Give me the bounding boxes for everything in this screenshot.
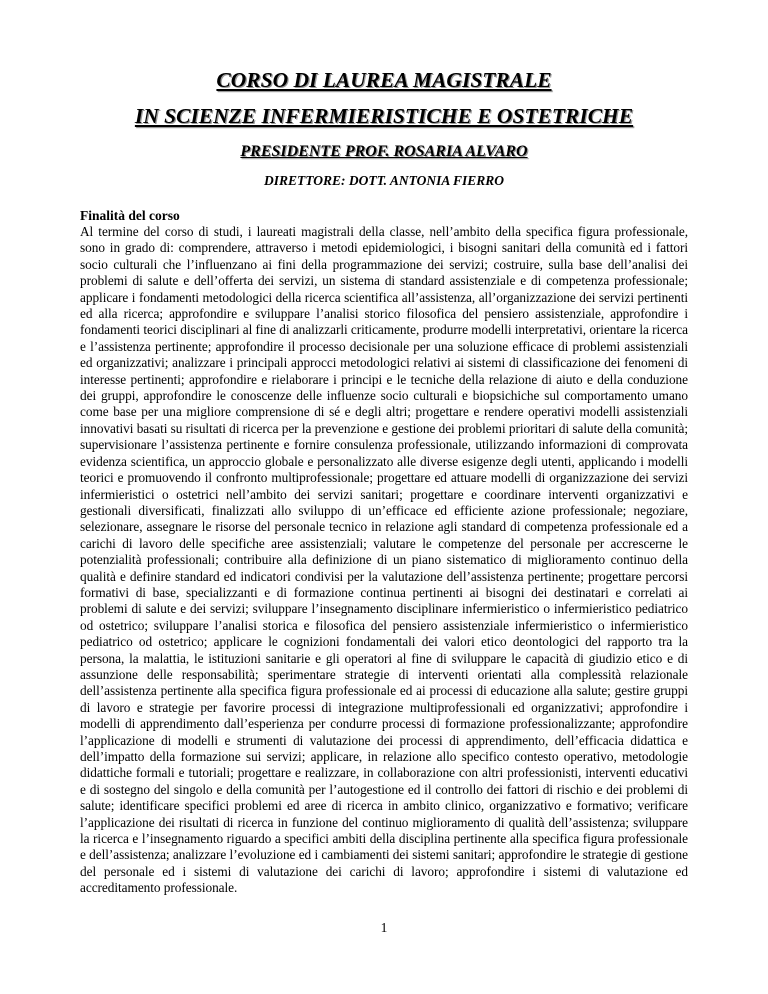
document-title-line-1: CORSO DI LAUREA MAGISTRALE [216, 68, 552, 92]
section-heading: Finalità del corso [80, 208, 180, 223]
director-line: DIRETTORE: DOTT. ANTONIA FIERRO [263, 173, 505, 188]
page-number: 1 [380, 920, 388, 935]
body-paragraph: Al termine del corso di studi, i laureati magistrali della classe, nell’ambito della specifica figura professionale, sono in grado di: comprendere, attraverso i metodi epidemiologici, i bisogni sanitari della comunità ed i fattori socio culturali che l’influenzano ai fini della programmazione dei servizi; costruire, sulla base dell’analisi dei problemi di salute e dell’offerta dei servizi, un sistema di standard assistenziale e di competenza professionale; applicare i fondamenti metodologici della ricerca scientifica all’assistenza, all’organizzazione dei servizi pertinenti ed alla ricerca; approfondire e sviluppare l’analisi storico filosofica del pensiero assistenziale, approfondire i fondamenti teorici disciplinari al fine di analizzarli criticamente, produrre modelli interpretativi, orientare la ricerca e l’assistenza pertinente; approfondire il processo decisionale per una soluzione efficace di problemi assistenziali ed organizzativi; analizzare i principali approcci metodologici relativi ai sistemi di classificazione dei fenomeni di interesse pertinenti; approfondire e rielaborare i principi e le tecniche della relazione di aiuto e della conduzione dei gruppi, approfondire le conoscenze delle influenze socio culturali e biopsichiche sul comportamento umano come base per una migliore comprensione di sé e degli altri; progettare e rendere operativi modelli assistenziali innovativi basati su risultati di ricerca per la prevenzione e gestione dei problemi prioritari di salute della comunità; supervisionare l’assistenza pertinente e fornire consulenza professionale, utilizzando informazioni di comprovata evidenza scientifica, un approccio globale e personalizzato alle diverse esigenze degli utenti, applicando i modelli teorici e promuovendo il confronto multiprofessionale; progettare ed attuare modelli di organizzazione dei servizi infermieristici o ostetrici nell’ambito dei servizi sanitari; progettare e coordinare interventi organizzativi e gestionali diversificati, finalizzati allo sviluppo di un’efficace ed efficiente azione professionale; negoziare, selezionare, assegnare le risorse del personale tecnico in relazione agli standard di competenza professionale ed a carichi di lavoro delle specifiche aree assistenziali; valutare le competenze del personale per accrescerne le potenzialità professionali; contribuire alla definizione di un piano sistematico di miglioramento continuo della qualità e definire standard ed indicatori condivisi per la valutazione dell’assistenza pertinente; progettare percorsi formativi di base, specializzanti e di formazione continua pertinenti ai bisogni dei destinatari e correlati ai problemi di salute e dei servizi; sviluppare l’insegnamento disciplinare infermieristico o infermieristico pediatrico od ostetrico; sviluppare l’analisi storica e filosofica del pensiero assistenziale infermieristico o infermieristico pediatrico od ostetrico; applicare le cognizioni fondamentali dei valori etico deontologici del rapporto tra la persona, la malattia, le istituzioni sanitarie e gli operatori al fine di sviluppare le capacità di giudizio etico e di assunzione delle responsabilità; sperimentare strategie di interventi orientati alla complessità relazionale dell’assistenza pertinente alla specifica figura professionale ed ai processi di educazione alla salute; gestire gruppi di lavoro e strategie per favorire processi di integrazione multiprofessionali ed organizzativi; approfondire i modelli di apprendimento dall’esperienza per condurre processi di formazione professionalizzante; approfondire l’applicazione di modelli e strumenti di valutazione dei processi di apprendimento, dell’efficacia didattica e dell’impatto della formazione sui servizi; applicare, in relazione allo specifico contesto operativo, metodologie didattiche formali e tutoriali; progettare e realizzare, in collaborazione con altri professionisti, interventi educativi e di sostegno del singolo e della comunità per l’autogestione ed il controllo dei fattori di rischio e dei problemi di salute; identificare specifici problemi ed aree di ricerca in ambito clinico, organizzativo e formativo; verificare l’applicazione dei risultati di ricerca in funzione del continuo miglioramento di qualità dell’assistenza; sviluppare la ricerca e l’insegnamento riguardo a specifici ambiti della disciplina pertinente alla specifica figura professionale e dell’assistenza; analizzare l’evoluzione ed i cambiamenti dei sistemi sanitari; approfondire le strategie di gestione del personale ed i sistemi di valutazione dei carichi di lavoro; approfondire i sistemi di valutazione ed accreditamento professionale. [80, 224, 688, 896]
document-title-line-2: IN SCIENZE INFERMIERISTICHE E OSTETRICHE [134, 104, 634, 128]
president-line: PRESIDENTE PROF. ROSARIA ALVARO [240, 143, 528, 160]
